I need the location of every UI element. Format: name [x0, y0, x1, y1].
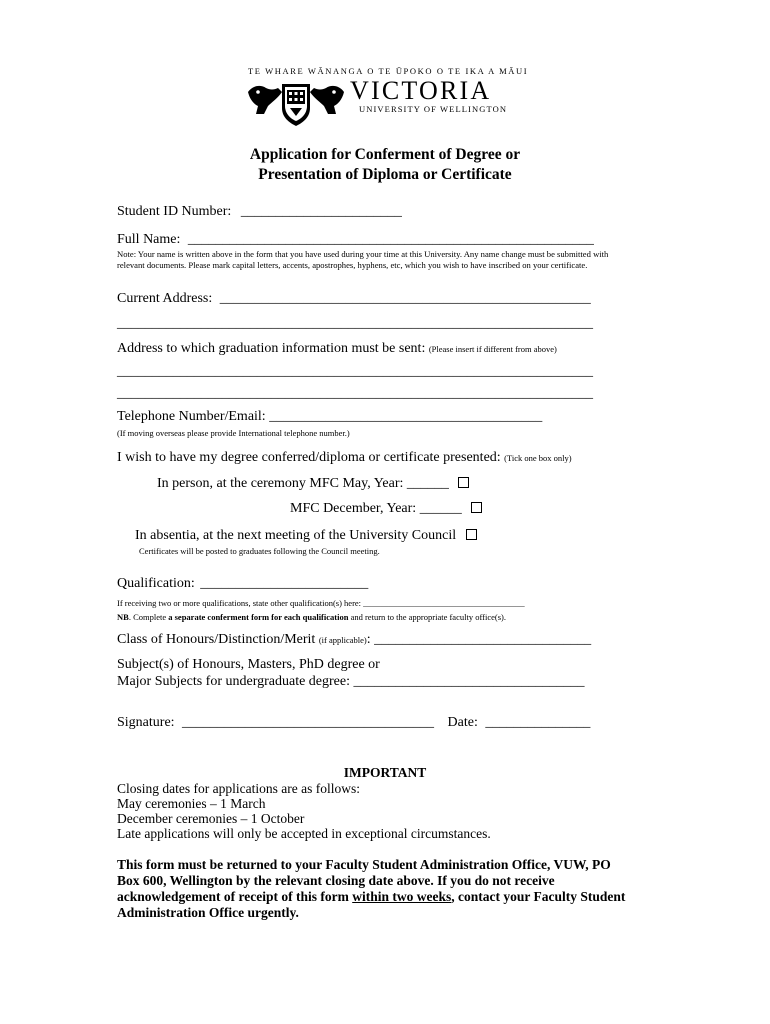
- university-crest-icon: [246, 80, 346, 126]
- return-notice-line3-b: , contact your Faculty Student: [451, 889, 626, 904]
- signature-label: Signature:: [117, 715, 175, 730]
- subjects-line1: Subject(s) of Honours, Masters, PhD degree or: [117, 657, 380, 672]
- full-name-field[interactable]: __________________________________________________________: [187, 232, 594, 247]
- important-heading: IMPORTANT: [343, 765, 427, 780]
- important-line2: May ceremonies – 1 March: [117, 796, 266, 811]
- return-notice-line1: This form must be returned to your Faculty Student Administration Office, VUW, PO: [117, 857, 611, 872]
- honours-row: [117, 632, 591, 648]
- graduation-address-row: [117, 341, 557, 357]
- conferment-hint: (Tick one box only): [504, 453, 572, 463]
- telephone-field[interactable]: _______________________________________: [269, 409, 543, 424]
- return-notice-line3-a: acknowledgement of receipt of this form: [117, 889, 353, 904]
- nb-label: NB: [117, 612, 129, 622]
- option-absentia-row: [135, 528, 477, 544]
- student-id-row: [117, 204, 402, 220]
- graduation-address-field-2[interactable]: ____________________________________________________________________: [117, 386, 593, 401]
- nb-note: [117, 612, 506, 622]
- option-may-checkbox[interactable]: [458, 477, 469, 488]
- qualification-field[interactable]: ________________________: [200, 576, 369, 591]
- return-notice-line2: Box 600, Wellington by the relevant closing date above. If you do not receive: [117, 873, 555, 888]
- important-line4: Late applications will only be accepted in exceptional circumstances.: [117, 826, 491, 841]
- telephone-note: (If moving overseas please provide International telephone number.): [117, 428, 350, 438]
- option-may-row: [157, 476, 469, 492]
- telephone-row: [117, 409, 542, 425]
- graduation-address-field-1[interactable]: ____________________________________________________________________: [117, 364, 593, 379]
- date-field[interactable]: _______________: [485, 715, 591, 730]
- full-name-note: Note: Your name is written above in the form that you have used during your time at this University. Any name change must be submitted with relevant documents. Please mark capital letters, accents, apostrophes, hyphens, etc, which you wish to have inscribed on your certificate.: [117, 249, 609, 270]
- honours-hint: (if applicable): [318, 635, 367, 645]
- student-id-label: Student ID Number:: [117, 204, 232, 219]
- current-address-label: Current Address:: [117, 291, 213, 306]
- current-address-field[interactable]: _____________________________________________________: [219, 291, 591, 306]
- telephone-label: Telephone Number/Email:: [117, 409, 266, 424]
- absentia-note: Certificates will be posted to graduates following the Council meeting.: [139, 546, 380, 556]
- other-qualification-row[interactable]: If receiving two or more qualifications, state other qualification(s) here: ______________________________________: [117, 598, 525, 608]
- return-notice-deadline: within two weeks: [352, 889, 452, 904]
- return-notice-line4: Administration Office urgently.: [117, 905, 299, 920]
- subjects-field[interactable]: Major Subjects for undergraduate degree: _________________________________: [117, 674, 585, 689]
- option-absentia-checkbox[interactable]: [466, 529, 477, 540]
- option-may-label: In person, at the ceremony MFC May, Year: ______: [157, 476, 449, 491]
- graduation-address-label: Address to which graduation information must be sent:: [117, 341, 426, 356]
- option-dec-checkbox[interactable]: [471, 502, 482, 513]
- university-name: VICTORIA: [350, 76, 492, 105]
- important-line3: December ceremonies – 1 October: [117, 811, 305, 826]
- form-title-line1: Application for Conferment of Degree or: [249, 146, 521, 163]
- option-absentia-label: In absentia, at the next meeting of the University Council: [135, 528, 457, 543]
- student-id-field[interactable]: _______________________: [240, 204, 402, 219]
- date-label: Date:: [447, 715, 478, 730]
- conferment-row: [117, 450, 572, 466]
- honours-field[interactable]: : _______________________________: [366, 632, 592, 647]
- full-name-label: Full Name:: [117, 232, 181, 247]
- signature-row: [117, 715, 590, 731]
- signature-field[interactable]: ____________________________________: [182, 715, 435, 730]
- qualification-label: Qualification:: [117, 576, 195, 591]
- current-address-row: [117, 291, 591, 307]
- graduation-address-hint: (Please insert if different from above): [428, 344, 557, 354]
- university-subtitle: UNIVERSITY OF WELLINGTON: [359, 104, 508, 114]
- return-notice-line3: [117, 889, 625, 905]
- option-dec-label: MFC December, Year: ______: [290, 501, 462, 516]
- nb-text-1: . Complete: [128, 612, 169, 622]
- nb-text-2: and return to the appropriate faculty office(s).: [348, 612, 506, 622]
- conferment-label: I wish to have my degree conferred/diploma or certificate presented:: [117, 450, 501, 465]
- full-name-row: [117, 232, 594, 248]
- option-dec-row: [290, 501, 482, 517]
- important-line1: Closing dates for applications are as follows:: [117, 781, 360, 796]
- nb-bold: a separate conferment form for each qualification: [168, 612, 349, 622]
- form-title-line2: Presentation of Diploma or Certificate: [258, 166, 512, 183]
- current-address-field-2[interactable]: ____________________________________________________________________: [117, 316, 593, 331]
- maori-university-name: TE WHARE WĀNANGA O TE ŪPOKO O TE IKA A MĀUI: [248, 66, 529, 76]
- qualification-row: [117, 576, 368, 592]
- honours-label: Class of Honours/Distinction/Merit: [117, 632, 316, 647]
